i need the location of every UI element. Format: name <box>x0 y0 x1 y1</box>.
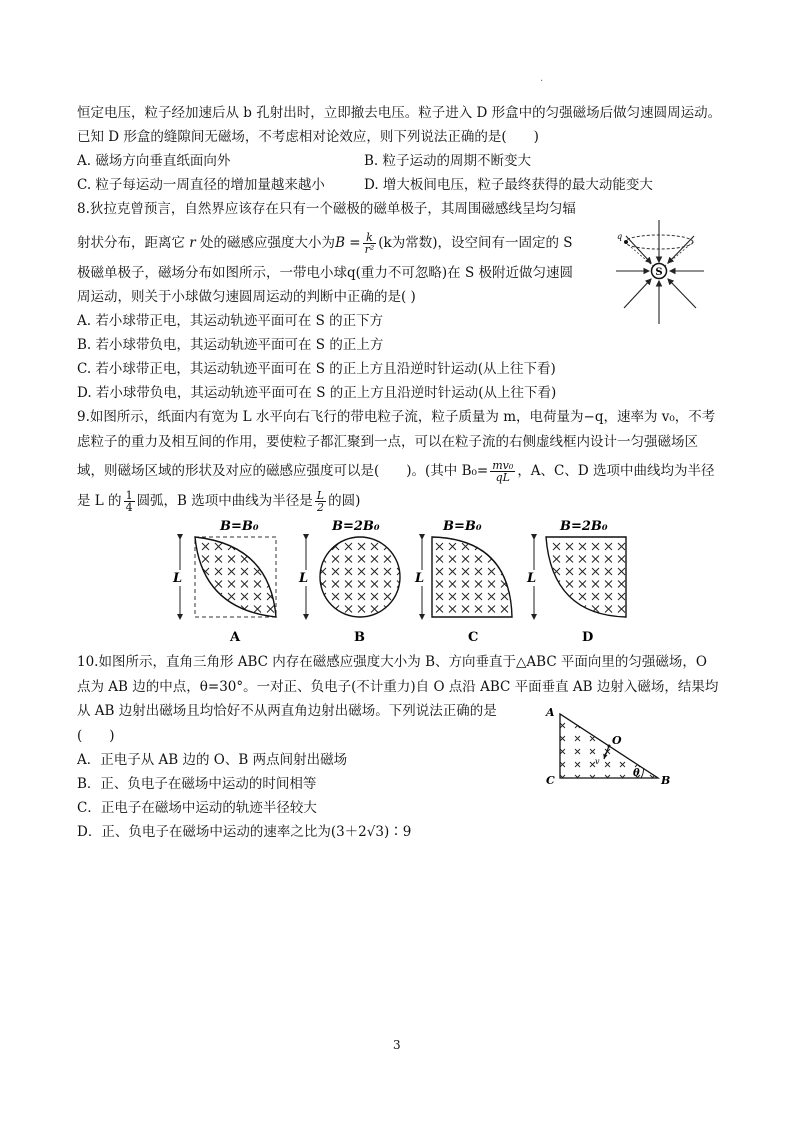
q9-fig-a-field: B=B₀ <box>220 519 259 534</box>
q9-line3 <box>77 460 715 483</box>
q8-eq-b: B = <box>335 235 361 251</box>
q9-fig-d-tag: D <box>582 630 594 645</box>
q10-line1: 10.如图所示，直角三角形 ABC 内存在磁感应强度大小为 B、方向垂直于△ABC 平面向里的匀强磁场，O <box>77 654 708 670</box>
q9-fig-d-L: L <box>527 571 537 586</box>
q9-frac1-num: mv₀ <box>492 459 514 472</box>
q8-option-d: D. 若小球带负电，其运动轨迹平面可在 S 的正上方且沿逆时针运动(从上往下看) <box>77 385 557 401</box>
q9-frac3-den: 2 <box>316 501 324 514</box>
q9-line4 <box>77 490 360 513</box>
q9-fig-b-field: B=2B₀ <box>332 519 380 534</box>
charged-ball-label: q <box>617 232 623 241</box>
q8-line3: 极磁单极子，磁场分布如图所示，一带电小球q(重力不可忽略)在 S 极附近做匀速圆 <box>77 265 574 281</box>
q9-fraction-half <box>315 490 326 513</box>
q9-fig-b-tag: B <box>354 630 365 645</box>
q8-line4: 周运动，则关于小球做匀速圆周运动的判断中正确的是( ) <box>77 289 416 305</box>
q10-triangle-figure <box>540 706 680 792</box>
scan-dot: · <box>540 76 544 87</box>
q8-option-b: B. 若小球带负电，其运动轨迹平面可在 S 的正上方 <box>77 337 384 353</box>
monopole-s-label: S <box>655 267 663 278</box>
q10-option-a: A．正电子从 AB 边的 O、B 两点间射出磁场 <box>77 752 348 768</box>
q8-fraction <box>363 232 377 255</box>
q9-fraction-b0 <box>490 460 515 483</box>
q9-line3-text-a: 域，则磁场区域的形状及对应的磁感应强度可以是( )。(其中 B₀= <box>77 463 489 479</box>
q10-line3: 从 AB 边射出磁场且均恰好不从两直角边射出磁场。下列说法正确的是 <box>77 703 497 719</box>
q8-line2-text-c: 处的磁感应强度大小为 <box>195 235 336 251</box>
q8-line2 <box>77 232 573 255</box>
q8-monopole-figure <box>612 214 708 328</box>
q9-line1: 9.如图所示，纸面内有宽为 L 水平向右飞行的带电粒子流，粒子质量为 m，电荷量为−q，速率为 v₀，不考 <box>77 409 716 425</box>
q7-option-b: B. 粒子运动的周期不断变大 <box>364 153 532 169</box>
q9-fig-a-tag: A <box>230 630 241 645</box>
q7-option-a: A. 磁场方向垂直纸面向外 <box>77 153 231 169</box>
q9-line4-text-c: 的圆) <box>328 493 361 509</box>
q10-label-c: C <box>546 774 555 787</box>
q10-option-c: C．正电子在磁场中运动的轨迹半径较大 <box>77 800 317 816</box>
q9-line4-text-a: 是 L 的 <box>77 493 122 509</box>
q10-label-v: v <box>595 757 600 766</box>
q9-figure-b <box>298 519 400 645</box>
q9-fig-a-L: L <box>173 571 183 586</box>
q9-fig-c-L: L <box>415 571 425 586</box>
q7-line1: 恒定电压，粒子经加速后从 b 孔射出时，立即撤去电压。粒子进入 D 形盒中的匀强磁场后做匀速圆周运动。 <box>77 105 722 121</box>
q9-figure-d <box>526 519 626 645</box>
q9-frac2-num: 1 <box>125 489 133 502</box>
q7-line2: 已知 D 形盒的缝隙间无磁场，不考虑相对论效应，则下列说法正确的是( ) <box>77 129 539 145</box>
q10-option-b: B．正、负电子在磁场中运动的时间相等 <box>77 776 317 792</box>
q10-label-theta: θ <box>633 768 640 779</box>
q9-line4-text-b: 圆弧，B 选项中曲线为半径是 <box>136 493 313 509</box>
page-number: 3 <box>393 1038 401 1052</box>
q9-fraction-quarter <box>124 490 135 513</box>
q8-option-a: A. 若小球带正电，其运动轨迹平面可在 S 的正下方 <box>77 313 384 329</box>
q10-label-o: O <box>612 734 622 747</box>
q9-line2: 虑粒子的重力及相互间的作用，要使粒子都汇聚到一点，可以在粒子流的右侧虚线框内设计一匀强磁场区 <box>77 434 698 450</box>
q9-figure-a <box>172 519 276 645</box>
q8-line2-text-a: 射状分布，距离它 <box>77 235 190 251</box>
q10-label-b: B <box>661 774 671 787</box>
q8-option-c: C. 若小球带正电，其运动轨迹平面可在 S 的正上方且沿逆时针运动(从上往下看) <box>77 361 556 377</box>
q8-frac-num: k <box>363 232 377 244</box>
q10-label-a: A <box>546 706 555 719</box>
q9-fig-b-L: L <box>299 571 309 586</box>
q10-line2: 点为 AB 边的中点，θ=30°。一对正、负电子(不计重力)自 O 点沿 ABC 平面垂直 AB 边射入磁场，结果均 <box>77 679 719 695</box>
q8-frac-den: r² <box>364 243 375 256</box>
q9-fig-c-field: B=B₀ <box>443 519 482 534</box>
q9-frac2-den: 4 <box>125 501 133 514</box>
charged-ball <box>624 240 628 244</box>
q8-line2-text-d: (k为常数)，设空间有一固定的 S <box>378 235 573 251</box>
q10-line4: ( ) <box>77 728 115 744</box>
q9-line3-text-b: ，A、C、D 选项中曲线均为半径 <box>517 463 715 479</box>
q9-frac1-den: qL <box>495 471 510 484</box>
q8-r: r <box>189 235 196 251</box>
q9-fig-c-tag: C <box>468 630 479 645</box>
q9-frac3-num: L <box>316 489 325 502</box>
q7-option-c: C. 粒子每运动一周直径的增加量越来越小 <box>77 177 325 193</box>
q10-option-d: D．正、负电子在磁场中运动的速率之比为(3＋2√3)∶9 <box>77 824 412 840</box>
q7-option-d: D. 增大板间电压，粒子最终获得的最大动能变大 <box>364 177 653 193</box>
q9-figure-c <box>414 519 512 645</box>
q9-fig-d-field: B=2B₀ <box>560 519 608 534</box>
q8-line1: 8.狄拉克曾预言，自然界应该存在只有一个磁极的磁单极子，其周围磁感线呈均匀辐 <box>77 201 576 217</box>
q9-options-figure <box>160 515 630 645</box>
